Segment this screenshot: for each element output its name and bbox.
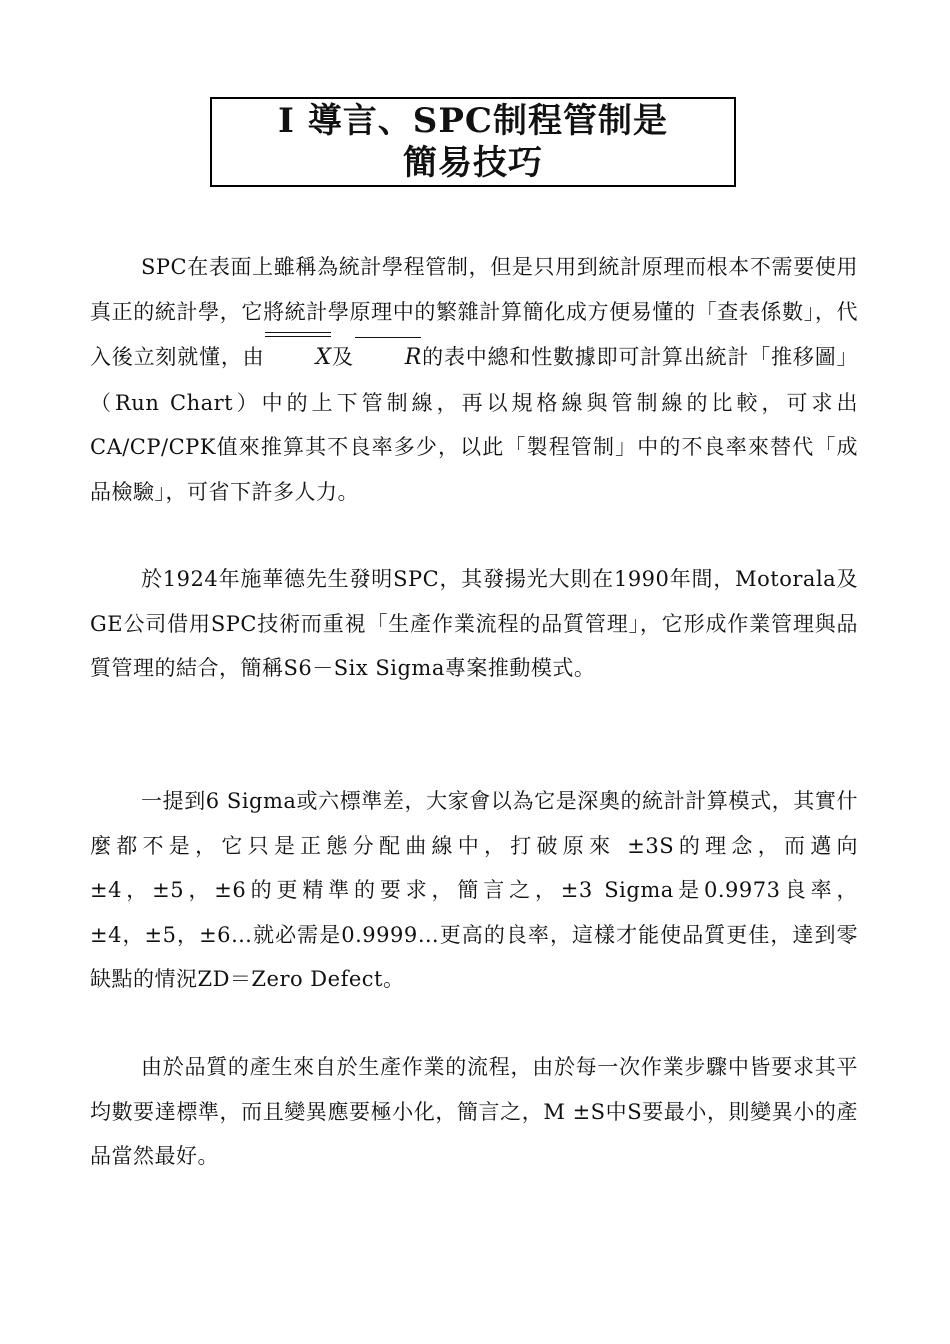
r-bar-symbol: R: [354, 336, 422, 381]
title-box: [210, 97, 736, 187]
paragraph-4: 由於品質的產生來自於生產作業的流程，由於每一次作業步驟中皆要求其平均數要達標準，而且變異應要極小化，簡言之，M ±S中S要最小，則變異小的產品當然最好。: [90, 1055, 858, 1168]
paragraph-3: 一提到6 Sigma或六標準差，大家會以為它是深奧的統計計算模式，其實什麼都不是，它只是正態分配曲線中，打破原來 ±3S的理念，而邁向 ±4，±5，±6的更精準的要求，簡言之，±3 Sigma是0.9973良率，±4，±5，±6…就必需是0.9999…更高的良率，這樣才能使品質更佳，達到零缺點的情況ZD＝Zero Defect。: [90, 789, 858, 991]
x-double-bar-symbol: X: [264, 334, 331, 381]
paragraph-1-part-b: 及: [331, 345, 354, 369]
paragraph-1-part-a: SPC在表面上雖稱為統計學程管制，但是只用到統計原理而根本不需要使用真正的統計學，它將統計學原理中的繁雜計算簡化成方便易懂的「查表係數」，代入後立刻就懂，由: [90, 255, 858, 369]
title-line-1: Ⅰ 導言、SPC制程管制是: [278, 101, 668, 141]
title-line-2: 簡易技巧: [403, 143, 543, 183]
paragraph-2: 於1924年施華德先生發明SPC，其發揚光大則在1990年間，Motorala及GE公司借用SPC技術而重視「生產作業流程的品質管理」，它形成作業管理與品質管理的結合，簡稱S6－Six Sigma專案推動模式。: [90, 567, 858, 680]
paragraph-1: [90, 245, 858, 514]
paragraph-1-part-c: 的表中總和性數據即可計算出統計「推移圖」（Run Chart）中的上下管制線，再以規格線與管制線的比較，可求出CA/CP/CPK值來推算其不良率多少，以此「製程管制」中的不良率來替代「成品檢驗」，可省下許多人力。: [90, 345, 859, 504]
